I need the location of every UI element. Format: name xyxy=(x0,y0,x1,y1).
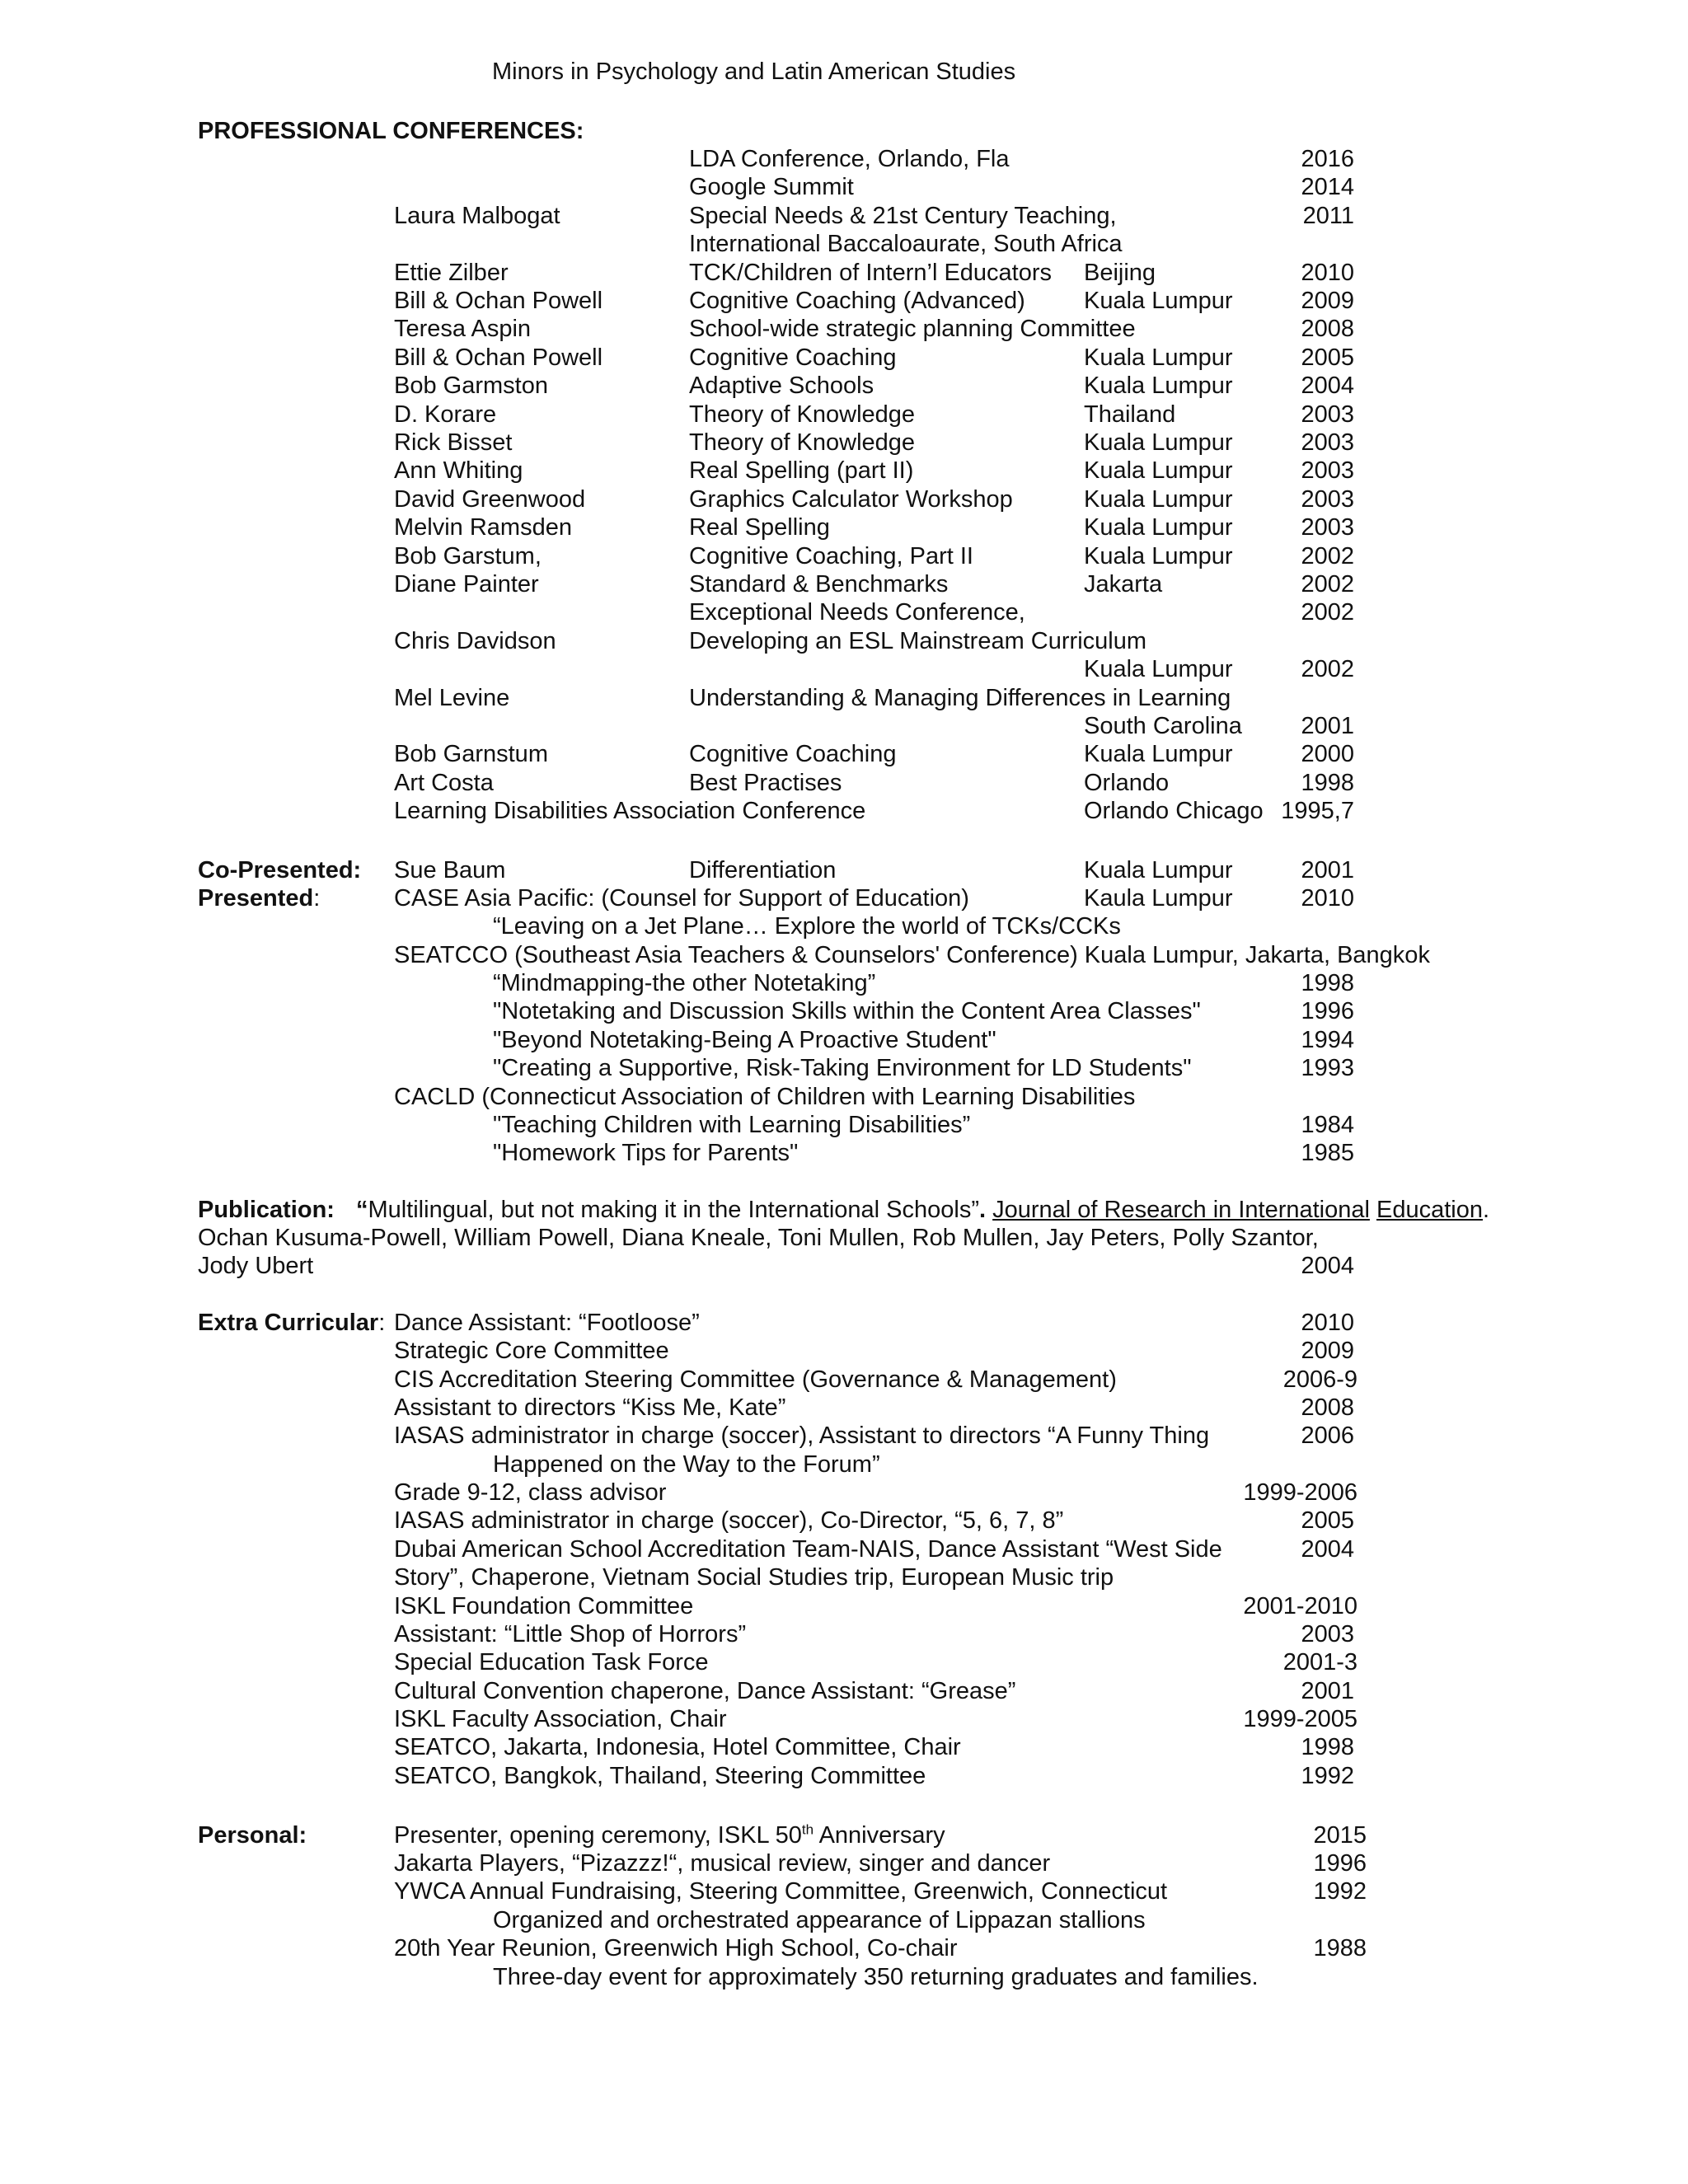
personal-year: 2015 xyxy=(1313,1822,1367,1849)
conference-title: Cognitive Coaching xyxy=(689,741,897,768)
personal-anniversary-line xyxy=(0,1821,1688,1849)
activity-year: 2006-9 xyxy=(1282,1366,1357,1393)
conference-presenter: Ettie Zilber xyxy=(394,259,509,286)
extra-item xyxy=(0,1337,1688,1365)
personal-item xyxy=(0,1877,1688,1905)
presentation-year: 1996 xyxy=(1301,998,1354,1025)
publication-title: Multilingual, but not making it in the International Schools” xyxy=(368,1197,979,1223)
personal-item xyxy=(0,1963,1688,1991)
conference-row xyxy=(0,513,1688,541)
activity: ISKL Foundation Committee xyxy=(394,1592,694,1619)
conference-presenter: Learning Disabilities Association Conference xyxy=(394,798,866,825)
personal-item xyxy=(0,1849,1688,1877)
conference-title: Adaptive Schools xyxy=(689,373,874,400)
conference-year: 1995,7 xyxy=(1281,798,1354,825)
conference-presenter: Bob Garstum, xyxy=(394,542,542,569)
conference-year: 1998 xyxy=(1301,769,1354,796)
activity: SEATCO, Bangkok, Thailand, Steering Committee xyxy=(394,1762,926,1789)
personal-year: 1992 xyxy=(1313,1878,1367,1905)
presentation-title: "Homework Tips for Parents" xyxy=(493,1140,799,1167)
activity-year: 1998 xyxy=(1301,1734,1354,1761)
presentation-case-location: Kaula Lumpur xyxy=(1084,885,1233,912)
activity-year: 2006 xyxy=(1301,1422,1354,1450)
conference-title: Google Summit xyxy=(689,174,854,201)
conference-year: 2002 xyxy=(1301,656,1354,683)
conference-row xyxy=(0,287,1688,315)
conference-row xyxy=(0,769,1688,797)
extra-item xyxy=(0,1620,1688,1648)
conference-location: Jakarta xyxy=(1084,571,1163,598)
conference-row xyxy=(0,570,1688,598)
conference-row xyxy=(0,457,1688,485)
conference-location: Thailand xyxy=(1084,401,1176,428)
conference-location: Kuala Lumpur xyxy=(1084,344,1233,371)
extra-item xyxy=(0,1535,1688,1563)
conference-location: Kuala Lumpur xyxy=(1084,656,1233,683)
conference-presenter: D. Korare xyxy=(394,401,497,428)
co-presented-location: Kuala Lumpur xyxy=(1084,857,1233,883)
personal-item xyxy=(0,1934,1688,1962)
publication-authors: Jody Ubert xyxy=(198,1253,314,1279)
conference-presenter: Mel Levine xyxy=(394,684,510,711)
publication-authors: Ochan Kusuma-Powell, William Powell, Diana Kneale, Toni Mullen, Rob Mullen, Jay Peters, Polly Szantor, xyxy=(198,1225,1319,1251)
conference-presenter: Art Costa xyxy=(394,769,494,796)
conference-year: 2011 xyxy=(1302,202,1354,229)
personal-item xyxy=(0,1906,1688,1934)
extra-item xyxy=(0,1309,1688,1337)
extra-item xyxy=(0,1451,1688,1479)
activity-year: 1999-2005 xyxy=(1243,1705,1357,1732)
conference-presenter: Bob Garmston xyxy=(394,373,548,400)
conference-presenter: Melvin Ramsden xyxy=(394,514,572,541)
conference-row xyxy=(0,230,1688,258)
conference-year: 2010 xyxy=(1301,259,1354,286)
presentation-seatcco: SEATCCO (Southeast Asia Teachers & Counselors' Conference) Kuala Lumpur, Jakarta, Bangkok xyxy=(394,942,1430,968)
conference-presenter: Teresa Aspin xyxy=(394,316,532,343)
conference-location: Kuala Lumpur xyxy=(1084,288,1233,314)
conference-year: 2003 xyxy=(1301,485,1354,513)
conference-year: 2003 xyxy=(1301,457,1354,485)
conference-title: Exceptional Needs Conference, xyxy=(689,599,1025,626)
co-presented-title: Differentiation xyxy=(689,857,837,883)
conference-row xyxy=(0,372,1688,400)
publication-citation xyxy=(198,1196,1489,1224)
activity: Strategic Core Committee xyxy=(394,1338,669,1365)
activity: Cultural Convention chaperone, Dance Assistant: “Grease” xyxy=(394,1677,1016,1704)
presentation-item xyxy=(0,1111,1688,1139)
activity: Dance Assistant: “Footloose” xyxy=(394,1310,700,1336)
conference-title: TCK/Children of Intern’l Educators xyxy=(689,259,1053,286)
conference-year: 2009 xyxy=(1301,288,1354,314)
conference-title: Developing an ESL Mainstream Curriculum xyxy=(689,627,1146,654)
presentation-case: CASE Asia Pacific: (Counsel for Support of Education) xyxy=(394,885,969,912)
presentation-title: "Teaching Children with Learning Disabilities” xyxy=(493,1112,971,1138)
extra-item xyxy=(0,1648,1688,1676)
conference-title: Graphics Calculator Workshop xyxy=(689,485,1013,513)
extra-item xyxy=(0,1394,1688,1422)
conference-row xyxy=(0,598,1688,626)
conference-presenter: Bill & Ochan Powell xyxy=(394,344,603,371)
conference-year: 2008 xyxy=(1301,316,1354,343)
extra-item xyxy=(0,1422,1688,1450)
presentation-item xyxy=(0,1139,1688,1167)
conference-title: School-wide strategic planning Committee xyxy=(689,316,1136,343)
activity-year: 1992 xyxy=(1301,1762,1354,1789)
extra-item xyxy=(0,1762,1688,1790)
activity: Special Education Task Force xyxy=(394,1649,709,1676)
conference-title: Cognitive Coaching (Advanced) xyxy=(689,288,1025,314)
conference-row xyxy=(0,344,1688,372)
presentation-item xyxy=(0,997,1688,1025)
conference-row xyxy=(0,684,1688,712)
presentation-item xyxy=(0,1054,1688,1082)
extra-item xyxy=(0,1677,1688,1705)
conference-year: 2003 xyxy=(1301,514,1354,541)
conference-year: 2003 xyxy=(1301,401,1354,428)
presentation-title: "Notetaking and Discussion Skills within the Content Area Classes" xyxy=(493,998,1201,1025)
presentation-item xyxy=(0,1026,1688,1054)
label-extra-curricular xyxy=(198,1309,385,1337)
conference-year: 2000 xyxy=(1301,741,1354,768)
extra-item xyxy=(0,1507,1688,1535)
presentation-year: 1985 xyxy=(1301,1140,1354,1167)
presentation-title: "Beyond Notetaking-Being A Proactive Student" xyxy=(493,1026,996,1053)
activity: Story”, Chaperone, Vietnam Social Studies trip, European Music trip xyxy=(394,1564,1114,1591)
header-title: Minors in Psychology and Latin American Studies xyxy=(492,59,1016,85)
activity-year: 2003 xyxy=(1301,1620,1354,1647)
conference-title: Real Spelling (part II) xyxy=(689,457,914,485)
extra-item xyxy=(0,1366,1688,1394)
conference-location: South Carolina xyxy=(1084,713,1242,739)
activity-year: 2001-2010 xyxy=(1243,1592,1357,1619)
activity-year: 2001 xyxy=(1301,1677,1354,1704)
personal-activity: Three-day event for approximately 350 returning graduates and families. xyxy=(493,1963,1259,1990)
conference-row xyxy=(0,173,1688,201)
presentation-case-year: 2010 xyxy=(1301,885,1354,912)
conference-location: Kuala Lumpur xyxy=(1084,457,1233,485)
activity: IASAS administrator in charge (soccer), Co-Director, “5, 6, 7, 8” xyxy=(394,1507,1064,1535)
publication-year: 2004 xyxy=(1301,1253,1354,1279)
conference-title: Standard & Benchmarks xyxy=(689,571,949,598)
conference-row xyxy=(0,485,1688,513)
conference-year: 2016 xyxy=(1301,146,1354,172)
label-publication: Publication: xyxy=(198,1197,335,1223)
activity-year: 2010 xyxy=(1301,1310,1354,1336)
presentation-title: "Creating a Supportive, Risk-Taking Environment for LD Students" xyxy=(493,1054,1192,1081)
conference-year: 2004 xyxy=(1301,373,1354,400)
label-presented-text: Presented xyxy=(198,885,314,912)
conference-title: Understanding & Managing Differences in Learning xyxy=(689,684,1231,711)
conference-presenter: Bob Garnstum xyxy=(394,741,548,768)
conference-presenter: Chris Davidson xyxy=(394,627,556,654)
publication-period: . xyxy=(978,1197,987,1223)
presentation-case-sub-line xyxy=(0,912,1688,940)
personal-activity xyxy=(394,1821,945,1849)
co-presented-year: 2001 xyxy=(1301,857,1354,883)
conference-year: 2002 xyxy=(1301,571,1354,598)
publication-journal: Journal of Research in International xyxy=(992,1197,1370,1223)
activity-year: 2009 xyxy=(1301,1338,1354,1365)
personal-activity: Organized and orchestrated appearance of Lippazan stallions xyxy=(493,1906,1146,1933)
activity: SEATCO, Jakarta, Indonesia, Hotel Committee, Chair xyxy=(394,1734,961,1761)
co-presented-line xyxy=(0,856,1688,884)
activity: Grade 9-12, class advisor xyxy=(394,1479,667,1507)
conference-row xyxy=(0,627,1688,655)
publication-authors-line xyxy=(0,1224,1688,1252)
conference-title: Real Spelling xyxy=(689,514,830,541)
extra-item xyxy=(0,1563,1688,1591)
activity: IASAS administrator in charge (soccer), Assistant to directors “A Funny Thing xyxy=(394,1422,1210,1450)
activity-year: 2004 xyxy=(1301,1535,1354,1563)
publication-open-quote: “ xyxy=(355,1197,368,1223)
label-extra-curricular-colon: : xyxy=(378,1310,386,1336)
conference-title: Special Needs & 21st Century Teaching, xyxy=(689,202,1117,229)
conference-title: Cognitive Coaching xyxy=(689,344,897,371)
conference-presenter: Ann Whiting xyxy=(394,457,523,485)
personal-activity: YWCA Annual Fundraising, Steering Committee, Greenwich, Connecticut xyxy=(394,1878,1168,1905)
conference-presenter: Diane Painter xyxy=(394,571,539,598)
activity: CIS Accreditation Steering Committee (Governance & Management) xyxy=(394,1366,1117,1393)
anniversary-text-end: Anniversary xyxy=(814,1822,945,1849)
conference-row xyxy=(0,315,1688,343)
conference-row xyxy=(0,712,1688,740)
presentation-cacld: CACLD (Connecticut Association of Children with Learning Disabilities xyxy=(394,1084,1136,1110)
personal-activity: 20th Year Reunion, Greenwich High School, Co-chair xyxy=(394,1935,958,1962)
activity-year: 1999-2006 xyxy=(1243,1479,1357,1507)
conference-year: 2005 xyxy=(1301,344,1354,371)
conference-location: Kuala Lumpur xyxy=(1084,485,1233,513)
activity-year: 2005 xyxy=(1301,1507,1354,1535)
publication-line xyxy=(0,1196,1688,1224)
presentation-seatcco-line xyxy=(0,941,1688,969)
conference-row xyxy=(0,542,1688,570)
activity-year: 2008 xyxy=(1301,1394,1354,1422)
activity: Assistant to directors “Kiss Me, Kate” xyxy=(394,1394,786,1422)
conference-presenter: Laura Malbogat xyxy=(394,202,560,229)
conference-year: 2014 xyxy=(1301,174,1354,201)
presentation-year: 1994 xyxy=(1301,1026,1354,1053)
presentation-title: “Mindmapping-the other Notetaking” xyxy=(493,970,876,996)
activity: Dubai American School Accreditation Team-NAIS, Dance Assistant “West Side xyxy=(394,1535,1222,1563)
conference-location: Kuala Lumpur xyxy=(1084,542,1233,569)
presented-case-line xyxy=(0,884,1688,912)
conference-row xyxy=(0,401,1688,429)
personal-activity: Jakarta Players, “Pizazzz!“, musical review, singer and dancer xyxy=(394,1850,1051,1877)
conference-title: Theory of Knowledge xyxy=(689,429,916,456)
label-co-presented: Co-Presented: xyxy=(198,857,362,883)
header-line xyxy=(0,58,1688,86)
presentation-cacld-line xyxy=(0,1083,1688,1111)
conference-year: 2002 xyxy=(1301,599,1354,626)
anniversary-text: Presenter, opening ceremony, ISKL 50 xyxy=(394,1822,802,1849)
presentation-case-subtitle: “Leaving on a Jet Plane… Explore the world of TCKs/CCKs xyxy=(493,913,1121,940)
activity-year: 2001-3 xyxy=(1282,1649,1357,1676)
extra-item xyxy=(0,1592,1688,1620)
ordinal-suffix: th xyxy=(801,1821,814,1838)
conference-row xyxy=(0,740,1688,768)
conference-year: 2003 xyxy=(1301,429,1354,456)
publication-authors-line-2 xyxy=(0,1252,1688,1280)
activity: ISKL Faculty Association, Chair xyxy=(394,1705,727,1732)
conference-title: International Baccaloaurate, South Africa xyxy=(689,231,1123,258)
conference-presenter: Bill & Ochan Powell xyxy=(394,288,603,314)
conference-presenter: David Greenwood xyxy=(394,485,586,513)
activity: Assistant: “Little Shop of Horrors” xyxy=(394,1620,747,1647)
presentation-item xyxy=(0,969,1688,997)
conference-location: Orlando Chicago xyxy=(1084,798,1264,825)
conference-row xyxy=(0,429,1688,457)
section-heading-conferences: PROFESSIONAL CONFERENCES: xyxy=(198,118,584,144)
conference-title: Cognitive Coaching, Part II xyxy=(689,542,973,569)
presentation-year: 1984 xyxy=(1301,1112,1354,1138)
conference-location: Kuala Lumpur xyxy=(1084,429,1233,456)
presentation-year: 1998 xyxy=(1301,970,1354,996)
conference-location: Orlando xyxy=(1084,769,1170,796)
conference-row xyxy=(0,655,1688,683)
conference-row xyxy=(0,797,1688,825)
conference-title: Theory of Knowledge xyxy=(689,401,916,428)
publication-end: . xyxy=(1483,1197,1490,1223)
conference-presenter: Rick Bisset xyxy=(394,429,513,456)
label-presented-colon: : xyxy=(313,885,321,912)
extra-item xyxy=(0,1479,1688,1507)
label-personal: Personal: xyxy=(198,1822,307,1849)
conference-year: 2002 xyxy=(1301,542,1354,569)
co-presenter: Sue Baum xyxy=(394,857,506,883)
publication-journal-end: Education xyxy=(1376,1197,1483,1223)
label-extra-curricular-text: Extra Curricular xyxy=(198,1310,379,1336)
conference-row xyxy=(0,259,1688,287)
conference-year: 2001 xyxy=(1301,713,1354,739)
conference-location: Kuala Lumpur xyxy=(1084,741,1233,768)
label-presented xyxy=(198,884,320,912)
extra-item xyxy=(0,1733,1688,1761)
extra-item xyxy=(0,1705,1688,1733)
conference-location: Kuala Lumpur xyxy=(1084,373,1233,400)
personal-year: 1988 xyxy=(1313,1935,1367,1962)
conference-title: Best Practises xyxy=(689,769,842,796)
conference-location: Beijing xyxy=(1084,259,1156,286)
conference-row xyxy=(0,145,1688,173)
activity: Happened on the Way to the Forum” xyxy=(493,1451,880,1478)
conference-title: LDA Conference, Orlando, Fla xyxy=(689,146,1010,172)
conference-row xyxy=(0,202,1688,230)
presentation-year: 1993 xyxy=(1301,1054,1354,1081)
conference-location: Kuala Lumpur xyxy=(1084,514,1233,541)
conferences-heading-line xyxy=(0,117,1688,145)
personal-year: 1996 xyxy=(1313,1850,1367,1877)
